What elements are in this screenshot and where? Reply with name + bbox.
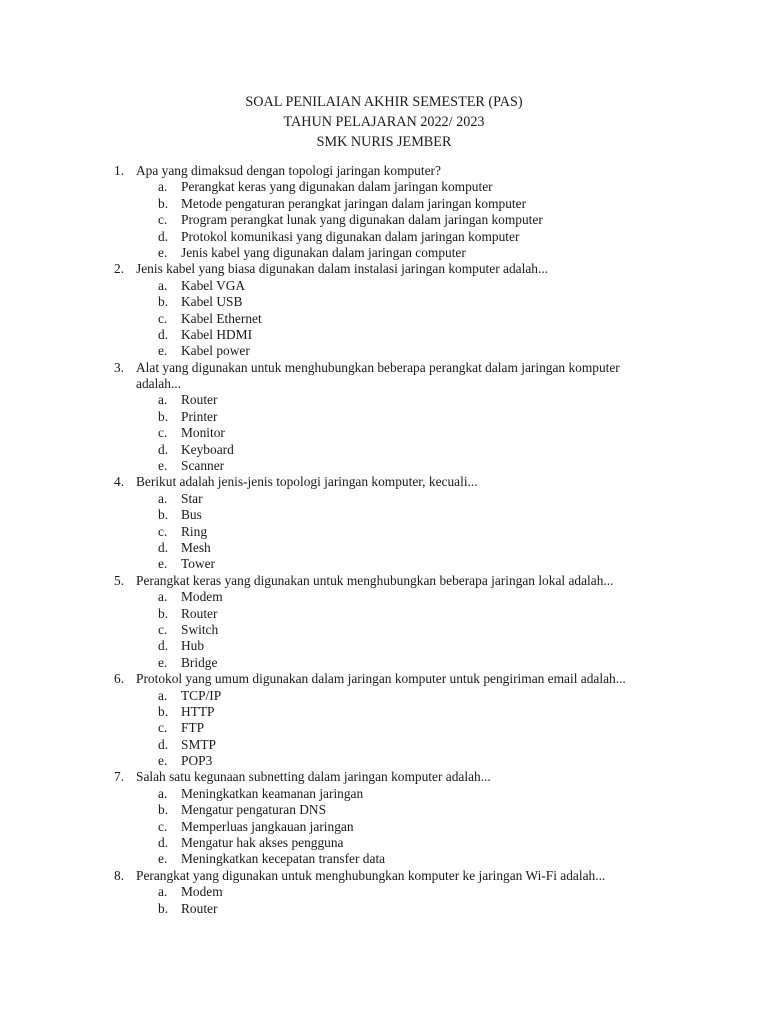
option-text: Perangkat keras yang digunakan dalam jaringan komputer	[181, 179, 493, 195]
question-item	[0, 474, 768, 572]
academic-year: TAHUN PELAJARAN 2022/ 2023	[283, 114, 485, 130]
answer-option	[0, 638, 768, 654]
answer-option	[0, 556, 768, 572]
answer-option	[0, 884, 768, 900]
option-text: FTP	[181, 720, 205, 736]
option-letter: b.	[158, 294, 169, 310]
option-letter: e.	[158, 458, 168, 474]
option-text: Meningkatkan kecepatan transfer data	[181, 851, 386, 867]
question-text-continuation	[0, 376, 768, 392]
answer-option	[0, 540, 768, 556]
option-list	[0, 786, 768, 868]
document-header	[0, 92, 768, 152]
answer-option	[0, 327, 768, 343]
option-text: Meningkatkan keamanan jaringan	[181, 785, 364, 801]
answer-option	[0, 179, 768, 195]
option-letter: e.	[158, 654, 168, 670]
answer-option	[0, 425, 768, 441]
option-letter: a.	[158, 277, 168, 293]
option-letter: e.	[158, 244, 168, 260]
option-letter: d.	[158, 736, 169, 752]
answer-option	[0, 737, 768, 753]
option-letter: b.	[158, 605, 169, 621]
answer-option	[0, 622, 768, 638]
option-letter: c.	[158, 818, 168, 834]
option-text: Router	[181, 392, 218, 408]
school-name: SMK NURIS JEMBER	[316, 134, 452, 150]
answer-option	[0, 442, 768, 458]
answer-option	[0, 835, 768, 851]
option-letter: e.	[158, 753, 168, 769]
option-letter: a.	[158, 687, 168, 703]
option-list	[0, 589, 768, 671]
answer-option	[0, 786, 768, 802]
option-letter: b.	[158, 195, 169, 211]
option-text: Mesh	[181, 539, 211, 555]
answer-option	[0, 458, 768, 474]
question-item	[0, 868, 768, 917]
option-letter: a.	[158, 179, 168, 195]
answer-option	[0, 901, 768, 917]
question-text: Alat yang digunakan untuk menghubungkan beberapa perangkat dalam jaringan komputer	[136, 359, 620, 375]
question-line	[0, 261, 768, 277]
answer-option	[0, 229, 768, 245]
question-number: 2.	[114, 261, 125, 277]
answer-option	[0, 851, 768, 867]
question-line	[0, 163, 768, 179]
answer-option	[0, 245, 768, 261]
question-item	[0, 671, 768, 769]
answer-option	[0, 819, 768, 835]
question-text: Salah satu kegunaan subnetting dalam jaringan komputer adalah...	[136, 769, 491, 785]
option-letter: d.	[158, 228, 169, 244]
answer-option	[0, 507, 768, 523]
answer-option	[0, 278, 768, 294]
answer-option	[0, 409, 768, 425]
option-text: Tower	[181, 556, 216, 572]
answer-option	[0, 589, 768, 605]
option-letter: b.	[158, 802, 169, 818]
answer-option	[0, 524, 768, 540]
question-text: Protokol yang umum digunakan dalam jaringan komputer untuk pengiriman email adalah...	[136, 671, 626, 687]
option-text: Ring	[181, 523, 208, 539]
question-line	[0, 360, 768, 376]
option-text: Metode pengaturan perangkat jaringan dalam jaringan komputer	[181, 195, 527, 211]
option-text: Printer	[181, 408, 218, 424]
option-text: Kabel USB	[181, 294, 243, 310]
question-line	[0, 769, 768, 785]
question-item	[0, 360, 768, 475]
option-text: Bridge	[181, 654, 218, 670]
question-text: Apa yang dimaksud dengan topologi jaringan komputer?	[136, 163, 441, 178]
exam-title: SOAL PENILAIAN AKHIR SEMESTER (PAS)	[245, 94, 523, 110]
option-text: Kabel HDMI	[181, 326, 253, 342]
question-item	[0, 573, 768, 671]
answer-option	[0, 802, 768, 818]
option-text: Mengatur hak akses pengguna	[181, 835, 344, 851]
option-letter: e.	[158, 851, 168, 867]
answer-option	[0, 196, 768, 212]
option-text: Monitor	[181, 425, 225, 441]
question-number: 6.	[114, 671, 125, 687]
option-letter: b.	[158, 900, 169, 916]
question-text: Perangkat keras yang digunakan untuk menghubungkan beberapa jaringan lokal adalah...	[136, 572, 614, 588]
answer-option	[0, 753, 768, 769]
option-list	[0, 491, 768, 573]
option-text: Jenis kabel yang digunakan dalam jaringan computer	[181, 244, 466, 260]
answer-option	[0, 311, 768, 327]
question-item	[0, 163, 768, 261]
option-text: Router	[181, 900, 218, 916]
option-letter: a.	[158, 785, 168, 801]
option-text: Kabel Ethernet	[181, 310, 262, 326]
option-list	[0, 278, 768, 360]
option-letter: b.	[158, 703, 169, 719]
answer-option	[0, 491, 768, 507]
option-text: Kabel power	[181, 343, 250, 359]
option-letter: e.	[158, 343, 168, 359]
answer-option	[0, 392, 768, 408]
question-line	[0, 671, 768, 687]
option-letter: a.	[158, 490, 168, 506]
option-letter: d.	[158, 638, 169, 654]
question-number: 3.	[114, 359, 125, 375]
option-list	[0, 392, 768, 474]
option-text: Memperluas jangkauan jaringan	[181, 818, 354, 834]
option-text: Scanner	[181, 458, 225, 474]
option-text: TCP/IP	[181, 687, 222, 703]
answer-option	[0, 720, 768, 736]
option-letter: a.	[158, 392, 168, 408]
option-text: Keyboard	[181, 441, 234, 457]
option-letter: c.	[158, 212, 168, 228]
answer-option	[0, 212, 768, 228]
option-letter: c.	[158, 720, 168, 736]
option-text: Switch	[181, 621, 219, 637]
option-letter: a.	[158, 589, 168, 605]
option-text: Program perangkat lunak yang digunakan dalam jaringan komputer	[181, 212, 543, 228]
option-text: SMTP	[181, 736, 216, 752]
option-letter: d.	[158, 835, 169, 851]
question-number: 4.	[114, 474, 125, 490]
question-text: Perangkat yang digunakan untuk menghubungkan komputer ke jaringan Wi-Fi adalah...	[136, 867, 606, 883]
question-number: 1.	[114, 163, 125, 178]
option-text: Star	[181, 490, 203, 506]
option-letter: c.	[158, 621, 168, 637]
option-text: Protokol komunikasi yang digunakan dalam jaringan komputer	[181, 228, 520, 244]
option-letter: a.	[158, 884, 168, 900]
answer-option	[0, 688, 768, 704]
option-letter: e.	[158, 556, 168, 572]
option-text: HTTP	[181, 703, 215, 719]
question-number: 8.	[114, 867, 125, 883]
option-text: Router	[181, 605, 218, 621]
answer-option	[0, 704, 768, 720]
option-text: Modem	[181, 884, 223, 900]
question-item	[0, 261, 768, 359]
option-text: Modem	[181, 589, 223, 605]
option-text: Mengatur pengaturan DNS	[181, 802, 327, 818]
question-list	[0, 163, 768, 917]
question-text: Berikut adalah jenis-jenis topologi jaringan komputer, kecuali...	[136, 474, 478, 490]
answer-option	[0, 606, 768, 622]
answer-option	[0, 343, 768, 359]
question-line	[0, 474, 768, 490]
question-line	[0, 573, 768, 589]
question-text-continuation-label: adalah...	[136, 376, 181, 392]
question-text: Jenis kabel yang biasa digunakan dalam instalasi jaringan komputer adalah...	[136, 261, 549, 277]
answer-option	[0, 655, 768, 671]
question-item	[0, 769, 768, 867]
option-text: Kabel VGA	[181, 277, 246, 293]
option-letter: c.	[158, 523, 168, 539]
option-letter: d.	[158, 441, 169, 457]
option-text: Hub	[181, 638, 205, 654]
option-letter: c.	[158, 310, 168, 326]
option-letter: d.	[158, 326, 169, 342]
option-list	[0, 884, 768, 917]
option-letter: b.	[158, 408, 169, 424]
option-letter: d.	[158, 539, 169, 555]
option-list	[0, 179, 768, 261]
question-number: 5.	[114, 572, 125, 588]
option-text: POP3	[181, 753, 213, 769]
answer-option	[0, 294, 768, 310]
option-letter: c.	[158, 425, 168, 441]
question-number: 7.	[114, 769, 125, 785]
option-text: Bus	[181, 507, 202, 523]
question-line	[0, 868, 768, 884]
option-list	[0, 688, 768, 770]
option-letter: b.	[158, 507, 169, 523]
